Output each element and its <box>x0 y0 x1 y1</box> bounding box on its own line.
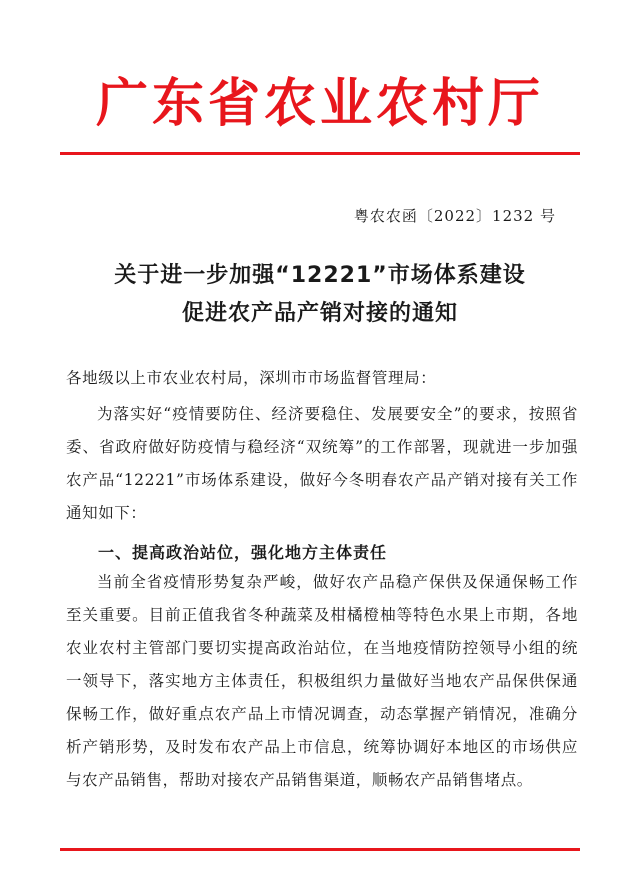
masthead-divider <box>60 152 580 155</box>
notice-title-line-2: 促进农产品产销对接的通知 <box>181 301 458 326</box>
document-number: 粤农农函〔2022〕1232 号 <box>353 207 556 225</box>
notice-title-line-1: 关于进一步加强“12221”市场体系建设 <box>114 263 526 288</box>
section-1-body: 当前全省疫情形势复杂严峻，做好农产品稳产保供及保通保畅工作至关重要。目前正值我省冬种蔬菜及柑橘橙柚等特色水果上市期，各地农业农村主管部门要切实提高政治站位，在当地疫情防控领导小组的统一领导下，落实地方主体责任，积极组织力量做好当地农产品保供保通保畅工作，做好重点农产品上市情况调查，动态掌握产销情况，准确分析产销形势，及时发布农产品上市信息，统筹协调好本地区的市场供应与农产品销售，帮助对接农产品销售渠道，顺畅农产品销售堵点。 <box>66 573 578 789</box>
masthead-title: 广东省农业农村厅 <box>95 74 544 134</box>
footer-divider <box>60 848 580 851</box>
section-1-heading: 一、提高政治站位，强化地方主体责任 <box>98 543 388 562</box>
salutation: 各地级以上市农业农村局，深圳市市场监督管理局： <box>66 369 437 387</box>
intro-paragraph: 为落实好“疫情要防住、经济要稳住、发展要安全”的要求，按照省委、省政府做好防疫情与稳经济“双统筹”的工作部署，现就进一步加强农产品“12221”市场体系建设，做好今冬明春农产品产销对接有关工作通知如下： <box>66 405 578 522</box>
